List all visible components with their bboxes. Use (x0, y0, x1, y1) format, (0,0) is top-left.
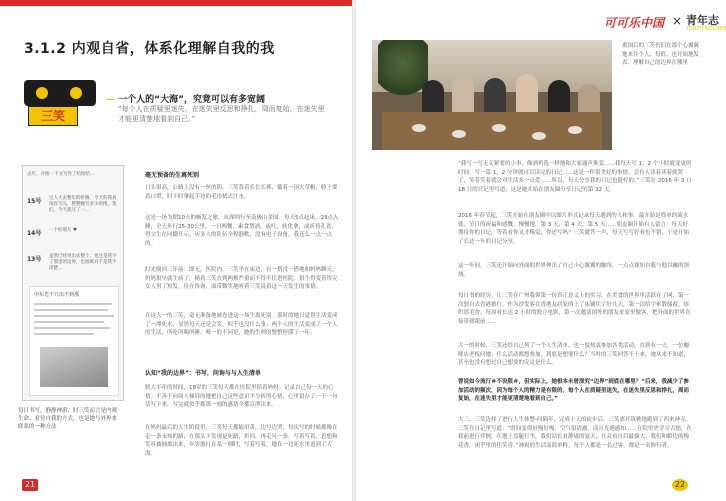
doc-text-line (34, 333, 94, 335)
subhead-dash: — (106, 95, 115, 105)
right-para: 大一的时候，三笑还给自己列了一个人生清单，也一度热衷参加各类活动，直到有一天，一位咖啡店老板问她：什么活动都想参加，到底是想要什么？当时的三笑回答不上来，她从来不知道，甚至也没有想过自己想要的究竟是什么。 (458, 343, 690, 366)
photo-dish (568, 126, 582, 134)
diary-screenshot (22, 165, 124, 401)
screenshot-caption: 每日书写，静静神游，时三笑而言是内观生命、看待自我的方式，也是她与外界来联系的一种方法 (18, 408, 118, 430)
section2-para: 在妈妈最后的人生阶段里，三笑每天都能用黄，边写边哭，每次写的时候都像在走一条未知的路，在那头下发现是死路，折回，再走另一条。写着写着，思想和笑容被抽离出来，年等地打在某一刻时，写着写着，她在一边死水里返到了大海。 (145, 425, 338, 457)
photo-dish (532, 132, 546, 140)
doc-text-line (34, 303, 112, 305)
section1-para: 这是一场为期10天的畅发之旅，从深圳行至南极山金国。每天5点起床，23点入睡，全天步行25-30公里，一日两餐，素食禁酒，或吐，转化拿，或祈祷孔雀，得父生在同脚开示。历多人的队伍全程静默，没有电子设备，我还么一点一点的。 (145, 215, 339, 247)
youth-logo-sub: YOUTH GOLDEN (686, 26, 726, 32)
tape-label: 三笑 (28, 106, 78, 126)
tape-reel-right (70, 87, 82, 99)
left-page (0, 0, 352, 501)
screenshot-date: 14号 (27, 230, 42, 237)
photo-dish (492, 124, 506, 132)
subhead-prefix: 一个人的 (118, 95, 155, 105)
right-para: “我写一写无关紧要的小事，像酒鸡选一样地和大家通声推变……我每天写 1，2 个小时就变更的时间。写一篇 1，2 分钟就可以读完的日记……这是一件很美好的事情。会有人读着读着就哭了，笑着笑着就会对生活多一点爱……所以，每天分享我的日记也挺好的。”三笑在 2016 年 3 月 18 日的日记里写道，这是她开始在朋友圈分享日记的第 32 天。 (458, 161, 692, 193)
photo-tree (378, 40, 428, 100)
screenshot-row: 这人大去整年的折腾，今天的我真没有写完，整整晚写多少的博，我们，今天就写了一… (49, 196, 117, 213)
photo-caption: 离国后的三笑仍旧在那个心翼翼地来往个人、每值。也开始地发表、理解自己的边界在哪里 (622, 43, 700, 66)
right-para: 这一年间，三笑还开始向外面的世界伸出了自己小心翼翼的触角，一点点探知自我与他以融的领域。 (458, 263, 690, 278)
doc-text-line (34, 315, 114, 317)
screenshot-document (29, 286, 119, 396)
screenshot-row: 一个好朋友 ♥ (49, 228, 77, 233)
section1-title: 毫无预备的生离死别 (145, 172, 200, 179)
subhead-suffix: ，究竟可以有多宽阔 (184, 95, 266, 105)
doc-text-line (34, 327, 110, 329)
photo-dish (412, 124, 426, 132)
logo-separator: × (672, 14, 683, 28)
right-para: 每日书的经历，让三笑在广州我领第一份真正意义上的实习，在美食的世界里活跃在了网，第一次独自去香港旅行，作为沙发客在香港友居家的上了床铺住了好几天，第一次给宇索散储蓄，组织那毛舍，每周看长达 2 小时的独立电影，第一次邀请国外的朋友来家里做客，把外面的世界直接带到眼前…… (458, 293, 691, 325)
lead-quote: “每个人在质疑里迷失，在迷失里反思和挣扎，周而复始，在迷失里才能更清楚地看到自己。” (118, 105, 325, 123)
screenshot-doc-title: 中东先不只出不到那 (34, 292, 80, 298)
doc-text-line (34, 309, 108, 311)
subhead-quote: “大海” (154, 95, 184, 105)
section1-para: 时光倒回三年前：即无，医院内。三笑坐在床边，有一搭没一搭地和妈妈聊天。妈妈很早就生病了，精着三笑直到两颊严重而不得不往进医院。很个得变着终究女人男了短发，待在咨询，面带微笑地听着三笑说着这一天发生的事情。 (145, 267, 338, 290)
tape-reel-left (36, 87, 48, 99)
section2-title: 认知“我的边界”：书写，问询与与人生清单 (145, 370, 261, 377)
photo-dish (452, 130, 466, 138)
page-number-right: 22 (672, 479, 688, 491)
coca-cola-logo: 可可乐中国 (604, 16, 665, 30)
screenshot-date: 15号 (27, 198, 42, 205)
section1-para: 日头很高，公路上没有一丝的阴。三笑背着长长长裤，戴着一顶大草帽，脸上要着口罩，时不时拿起手边的毛巾拭去汗水。 (145, 185, 338, 200)
doc-photo (40, 347, 108, 387)
screenshot-row: 去年，开始一下文写作了哈哈哈… (27, 172, 95, 177)
page-number-left: 21 (22, 479, 38, 491)
cassette-tape-icon (24, 80, 102, 128)
youth-logo: 青年志 (686, 14, 719, 27)
screenshot-date: 13号 (27, 256, 42, 263)
right-para-highlight: 曾说如今流行＃不设限＃，但实际上，她根本未曾深究“边界”到底在哪里？“后来，我减少了参加活动的频次，因为每个人的精力是有限的，每个人在质疑里迷失，在迷失里反思和挣扎，周而复始，在迷失里才能更清楚地看到自己。” (458, 379, 690, 402)
doc-text-line (34, 321, 104, 323)
section-title: 3.1.2 内观自省，体系化理解自我的我 (24, 41, 275, 57)
right-page (356, 0, 726, 501)
screenshot-row: 虽然已经说出去整个，也还是我不了那里的边界，也很难对不是我不清楚… (49, 254, 117, 271)
section1-para: 在这大一的三笑，毫无准备地被卷进这一场生离死别。那时的她只觉得生活变成了一潭死水，显然每天还是会笑，似乎也没什么事；两个人的生活变成了一个人的生活，所吃所喝所睡，唯一的不同是，她的生理的整整停滞了一年。 (145, 313, 338, 336)
right-para: 2016 年春节起，三笑开始在朋友圈中以图片形式记录每天遇到的人和事。最开始是简单的流水账，节日的祝福和感慨。慢慢地，第 3 天、第 4 天、第 5 天……朋友圈开始有人留言：每天好期待你的日记，等着看你又才稀觉，你还写吗？三笑就答一声，每天写写好看也不错，于是开始了长达一年的日记分享。 (458, 213, 690, 245)
top-accent-bar (0, 0, 352, 6)
section2-para: 脱大半年的时间，18岁的三笑每天都在医院里陪着妈妈。记录自己每一天的心情。不善于向周人倾诉的她把自己这些意识不分析的心情，心里留存了一下一句话写下来，写完就似乎都那一刻的感情全都宣泄出来。 (145, 385, 338, 408)
group-dinner-photo (372, 40, 612, 150)
tape-body (24, 80, 96, 106)
right-para: 大三，三笑选择了进行人生体整-问隔年，完成十天的徒步后，三笑离开筑雅地跑到了西来神寺。三笑在日记里写道：“时间变得好慢好慢，空气很清澈，而且光遇感知……在院里史学习古德，在我前进行伴例，在地上盘腿打坐，我们站长看静谧的宴天，在众看自后最强大；我们和略边的梅花香，闭乎里的佳笑香。”神祝的生活而简单粹，每个人都是一名过客，都是一名修行者。 (458, 417, 692, 449)
